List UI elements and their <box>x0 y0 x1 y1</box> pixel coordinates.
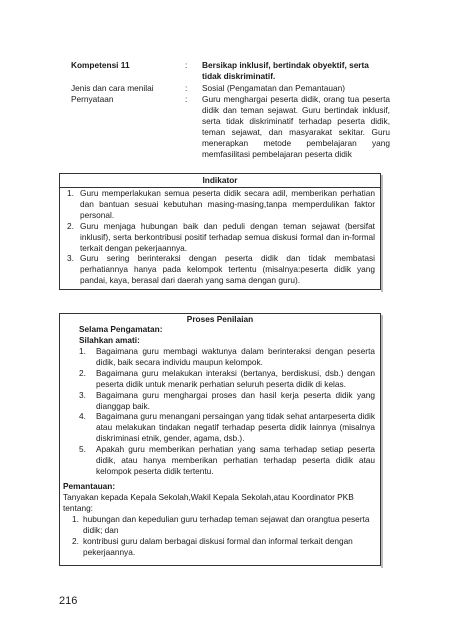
indikator-list <box>67 188 375 286</box>
indikator-box <box>59 173 381 290</box>
proses-box-shadow <box>381 315 383 568</box>
pemantauan-item: 2. kontribusi guru dalam berbagai diskusi formal dan informal terkait dengan pekerjaannya. <box>72 535 353 557</box>
indikator-item: 3. Guru sering berinteraksi dengan peserta didik dan tidak membatasi perhatiannya hanya pada kelompok tertentu (misalnya:peserta didik yang pandai, kaya, berasal dari daerah yang sama dengan guru). <box>67 253 375 286</box>
pemantauan-intro: Tanyakan kepada Kepala Sekolah,Wakil Kepala Sekolah,atau Koordinator PKB tentang: <box>63 492 354 513</box>
proses-item: 4. Bagaimana guru menangani persaingan yang tidak sehat antarpeserta didik atau melakukan tindakan negatif terhadap peserta didik lainnya (misalnya diskriminasi etnik, gender, agama, dsb.). <box>79 411 375 444</box>
kompetensi-value: Bersikap inklusif, bertindak obyektif, serta tidak diskriminatif. <box>202 60 369 81</box>
indikator-box-shadow <box>381 175 383 292</box>
pemantauan-title: Pemantauan: <box>63 481 116 491</box>
jenis-value: Sosial (Pengamatan dan Pemantauan) <box>202 83 345 93</box>
proses-item: 5. Apakah guru memberikan perhatian yang sama terhadap setiap peserta didik, atau hanya memberikan perhatian terhadap peserta didik atau kelompok peserta didik tertentu. <box>79 444 375 476</box>
pernyataan-colon: : <box>185 94 188 104</box>
indikator-item: 1. Guru memperlakukan semua peserta didik secara adil, memberikan perhatian dan bantuan sesuai kebutuhan masing-masing,tanpa memperdulikan faktor personal. <box>67 188 375 220</box>
silahkan-amati: Silahkan amati: <box>79 335 140 345</box>
proses-box <box>59 313 381 566</box>
proses-item: 2. Bagaimana guru melakukan interaksi (bertanya, berdiskusi, dsb.) dengan peserta didik untuk menarik perhatian seluruh peserta didik di kelas. <box>79 367 375 389</box>
pengamatan-title: Selama Pengamatan: <box>79 324 163 334</box>
jenis-label: Jenis dan cara menilai <box>71 83 154 93</box>
proses-title: Proses Penilaian <box>186 314 254 324</box>
indikator-item: 2. Guru menjaga hubungan baik dan peduli dengan teman sejawat (bersifat inklusif), serta berkontribusi positif terhadap semua diskusi formal dan in-formal terkait dengan pekerjaannya. <box>67 220 375 253</box>
pemantauan-list <box>72 514 372 558</box>
proses-item: 3. Bagaimana guru menghargai proses dan hasil kerja peserta didik yang dianggap baik. <box>79 389 375 411</box>
proses-item: 1. Bagaimana guru membagi waktunya dalam berinteraksi dengan peserta didik, baik secara individu maupun kelompok. <box>79 346 375 367</box>
pemantauan-item: 1. hubungan dan kepedulian guru terhadap teman sejawat dan orangtua peserta didik; dan <box>72 514 370 535</box>
jenis-colon: : <box>185 83 188 93</box>
kompetensi-colon: : <box>185 60 188 70</box>
pernyataan-value: Guru menghargai peserta didik, orang tua peserta didik dan teman sejawat. Guru bertindak inklusif, serta tidak diskriminatif terhadap peserta didik, teman sejawat, dan masyarakat sekitar. Guru menerapkan metode pembelajaran yang memfasilitasi pembelajaran peserta didik <box>202 94 390 159</box>
kompetensi-label: Kompetensi 11 <box>71 60 130 70</box>
proses-list <box>79 346 375 477</box>
pernyataan-label: Pernyataan <box>71 94 114 104</box>
page-number: 216 <box>59 595 78 607</box>
indikator-title: Indikator <box>202 175 238 185</box>
